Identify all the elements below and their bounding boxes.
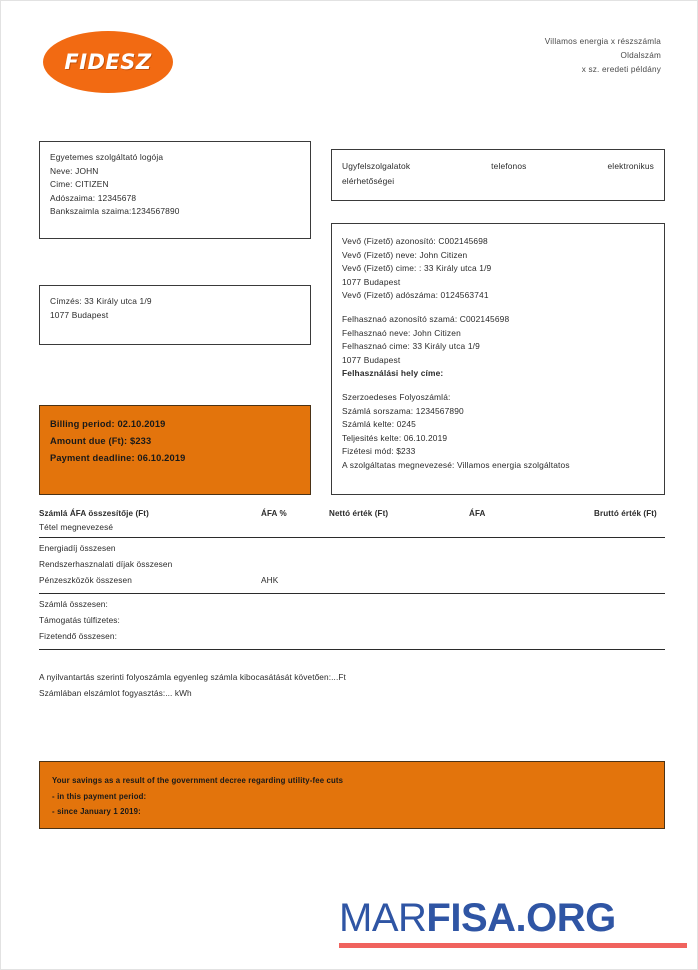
consumption-site-label: Felhasználási hely címe:	[342, 368, 444, 379]
billing-summary-box	[39, 405, 311, 495]
fulfilment-date: Teljesités kelte: 06.10.2019	[342, 432, 448, 443]
total-payable: Fizetendő összesen:	[39, 631, 117, 641]
logo-text: FIDESZ	[64, 50, 152, 74]
watermark-underline	[339, 943, 687, 948]
supplier-title: Egyetemes szolgáltató logója	[50, 152, 164, 162]
table-header-col-3: Nettó érték (Ft)	[329, 509, 389, 518]
document-header	[401, 35, 661, 77]
table-body	[39, 538, 665, 593]
table-header-row	[39, 509, 665, 522]
billing-period: Billing period: 02.10.2019	[50, 419, 166, 429]
supplier-tax-number: Adószaima: 12345678	[50, 192, 137, 203]
table-row	[39, 614, 665, 630]
invoice-serial-number: Számlá sorszama: 1234567890	[342, 405, 464, 416]
savings-summary-box	[39, 761, 665, 829]
note-balance: A nyilvantartás szerinti folyoszámla egyenleg számla kibocasátását követően:...Ft	[39, 672, 346, 682]
table-row	[39, 542, 665, 558]
header-line-2: Oldalszám	[620, 51, 661, 60]
row-label-funds: Pénzeszközök összesen	[39, 575, 132, 585]
payer-address-city: 1077 Budapest	[342, 276, 401, 287]
savings-since-january: - since January 1 2019:	[52, 807, 141, 816]
contact-line-2: elérhetőségei	[342, 176, 395, 186]
table-row	[39, 574, 665, 593]
customer-details-box	[331, 223, 665, 495]
recipient-address-line-2: 1077 Budapest	[50, 309, 109, 320]
user-id: Felhasznaó azonosító szamá: C002145698	[342, 313, 510, 324]
contract-account: Szerzoedeses Folyoszámlá:	[342, 391, 451, 402]
note-consumption: Számlában elszámlot fogyasztás:... kWh	[39, 688, 192, 698]
invoice-date: Számlá kelte: 0245	[342, 419, 416, 430]
table-header-col-1: Számlá ÁFA összesítője (Ft)	[39, 509, 149, 518]
savings-title: Your savings as a result of the government decree regarding utility-fee cuts	[52, 776, 344, 785]
recipient-address-line-1: Címzés: 33 Király utca 1/9	[50, 296, 152, 306]
payer-name: Vevő (Fizető) neve: John Citizen	[342, 249, 468, 260]
supplier-address: Cime: CITIZEN	[50, 179, 109, 190]
watermark-text-bold: FISA.ORG	[426, 896, 616, 940]
watermark-text	[339, 896, 698, 940]
table-subheader-row	[39, 522, 665, 537]
user-name: Felhasznaó neve: John Citizen	[342, 327, 461, 338]
table-subheader-label: Tétel megnevezesé	[39, 522, 114, 532]
table-totals	[39, 594, 665, 649]
spacer-2	[342, 381, 654, 391]
customer-service-contact-box	[331, 149, 665, 201]
table-rule-bottom	[39, 649, 665, 650]
total-invoice: Számlá összesen:	[39, 599, 108, 609]
payer-tax-number: Vevő (Fizető) adószáma: 0124563741	[342, 290, 489, 301]
row-label-system-usage: Rendszerhasznalati díjak összesen	[39, 559, 173, 569]
user-address-city: 1077 Budapest	[342, 354, 401, 365]
payer-id: Vevő (Fizető) azonosító: C002145698	[342, 236, 488, 246]
row-label-energy-fee: Energiadíj összesen	[39, 543, 116, 553]
savings-this-period: - in this payment period:	[52, 791, 147, 801]
table-row	[39, 630, 665, 649]
service-description: A szolgáltatas megnevezesé: Villamos energia szolgáltatos	[342, 459, 570, 470]
table-row	[39, 558, 665, 574]
supplier-info-box	[39, 141, 311, 239]
supplier-name: Neve: JOHN	[50, 165, 99, 176]
watermark-text-light: MAR	[339, 896, 427, 940]
table-header-col-5: Bruttó érték (Ft)	[594, 509, 657, 518]
header-line-1: Villamos energia x részszámla	[544, 37, 661, 46]
row-afa-funds: AHK	[261, 575, 279, 585]
payer-address: Vevő (Fizető) cime: : 33 Király utca 1/9	[342, 263, 492, 274]
marfisa-watermark	[339, 896, 698, 948]
fidesz-logo	[43, 31, 173, 93]
total-subsidy-overpayment: Támogatás túlfizetes:	[39, 615, 120, 625]
supplier-bank-account: Bankszaimla szaima:1234567890	[50, 206, 180, 217]
user-address: Felhasznaó cime: 33 Király utca 1/9	[342, 341, 480, 352]
spacer-1	[342, 303, 654, 313]
invoice-notes	[39, 669, 639, 701]
table-header-col-4: ÁFA	[469, 509, 486, 518]
amount-due: Amount due (Ft): $233	[50, 436, 152, 446]
vat-summary-table	[39, 509, 665, 650]
contact-line-1: Ugyfelszolgalatok telefonos elektronikus	[342, 161, 654, 171]
payment-method: Fizétesi mód: $233	[342, 446, 416, 457]
recipient-address-box	[39, 285, 311, 345]
table-header-col-2: ÁFA %	[261, 509, 287, 518]
table-row	[39, 598, 665, 614]
payment-deadline: Payment deadline: 06.10.2019	[50, 453, 186, 463]
header-line-3: x sz. eredeti példány	[581, 65, 661, 74]
